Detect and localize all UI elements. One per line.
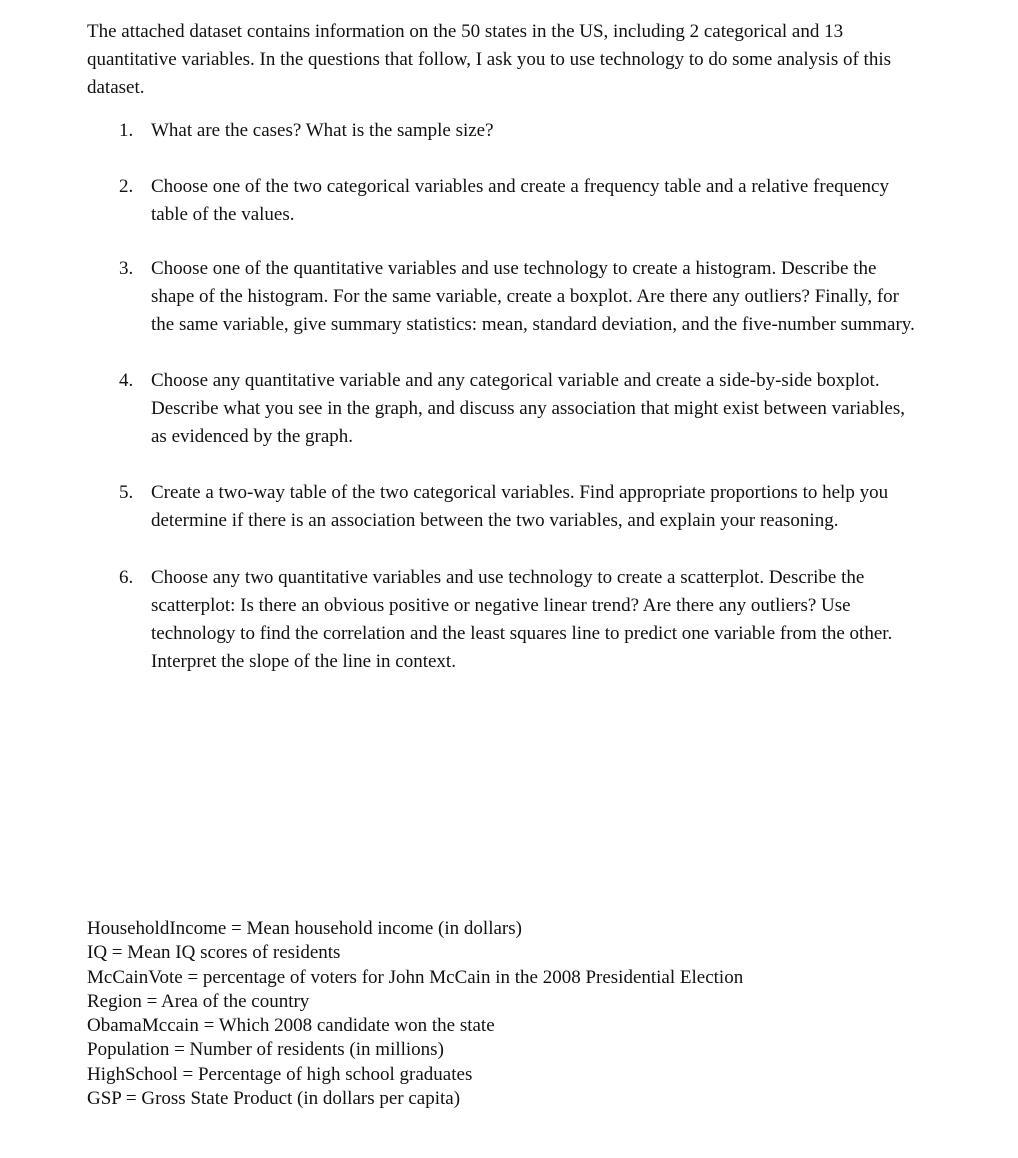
glossary-entry-population: Population = Number of residents (in millions) xyxy=(87,1039,444,1061)
glossary-entry-gsp: GSP = Gross State Product (in dollars per capita) xyxy=(87,1088,461,1110)
question-item xyxy=(87,255,917,339)
question-number: 4. xyxy=(119,370,134,391)
question-item xyxy=(87,479,917,535)
glossary-entry-iq: IQ = Mean IQ scores of residents xyxy=(87,942,341,964)
question-item xyxy=(87,367,917,451)
question-number: 3. xyxy=(119,258,134,279)
question-text: What are the cases? What is the sample size? xyxy=(151,120,494,141)
question-text: Choose any two quantitative variables and use technology to create a scatterplot. Describe the scatterplot: Is there an obvious positive or negative linear trend? Are there any outliers? Use technology to find the correlation and the least squares line to predict one variable from the other. Interpret the slope of the line in context. xyxy=(151,567,893,672)
glossary-entry-mccain-vote: McCainVote = percentage of voters for John McCain in the 2008 Presidential Election xyxy=(87,966,744,988)
question-number: 5. xyxy=(119,482,134,503)
question-number: 6. xyxy=(119,567,134,588)
question-item xyxy=(87,564,917,676)
question-list xyxy=(87,117,917,676)
intro-paragraph: The attached dataset contains information on the 50 states in the US, including 2 categorical and 13 quantitative variables. In the questions that follow, I ask you to use technology to do some analysis of this dataset. xyxy=(87,21,892,98)
glossary-entry-household-income: HouseholdIncome = Mean household income (in dollars) xyxy=(87,918,522,939)
variable-glossary xyxy=(87,917,927,1111)
glossary-entry-high-school: HighSchool = Percentage of high school graduates xyxy=(87,1063,473,1085)
question-item xyxy=(87,173,917,229)
question-text: Create a two-way table of the two categorical variables. Find appropriate proportions to help you determine if there is an association between the two variables, and explain your reasoning. xyxy=(151,482,889,531)
question-number: 2. xyxy=(119,176,134,197)
question-number: 1. xyxy=(119,120,134,141)
glossary-entry-region: Region = Area of the country xyxy=(87,990,310,1012)
glossary-entry-obama-mccain: ObamaMccain = Which 2008 candidate won the state xyxy=(87,1015,495,1037)
document-body xyxy=(87,18,917,676)
question-item xyxy=(87,117,917,145)
question-text: Choose any quantitative variable and any categorical variable and create a side-by-side boxplot. Describe what you see in the graph, and discuss any association that might exist between variables, as evidenced by the graph. xyxy=(151,370,905,447)
question-text: Choose one of the two categorical variables and create a frequency table and a relative frequency table of the values. xyxy=(151,176,889,225)
question-text: Choose one of the quantitative variables and use technology to create a histogram. Describe the shape of the histogram. For the same variable, create a boxplot. Are there any outliers? Finally, for the same variable, give summary statistics: mean, standard deviation, and the five-number summary. xyxy=(151,258,915,335)
